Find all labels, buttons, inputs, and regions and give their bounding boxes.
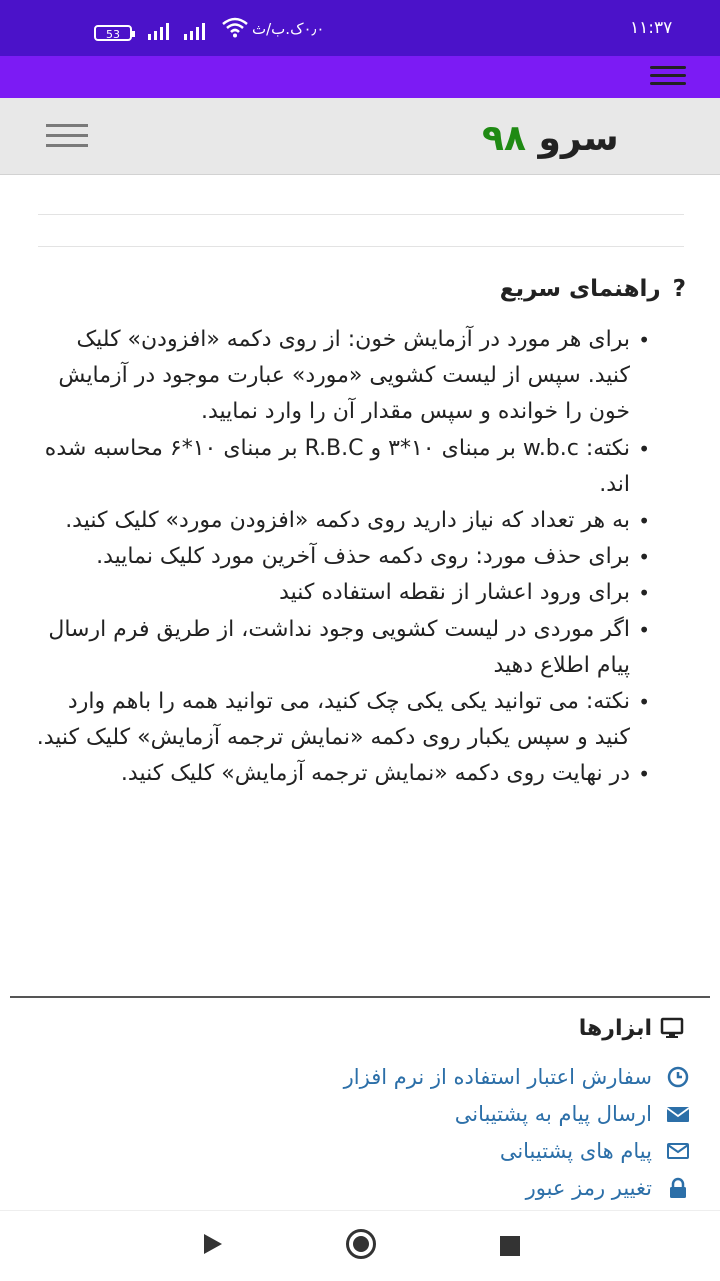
- list-item: • برای حذف مورد: روی دکمه حذف آخرین مورد کلیک نمایید.: [30, 539, 630, 575]
- tools-title: [480, 1010, 684, 1046]
- tool-link-label: ارسال پیام به پشتیبانی: [454, 1101, 652, 1126]
- battery-indicator: 53: [94, 25, 132, 41]
- tool-link-label: سفارش اعتبار استفاده از نرم افزار: [343, 1064, 652, 1089]
- list-item: • برای هر مورد در آزمایش خون: از روی دکمه «افزودن» کلیک کنید. سپس از لیست کشویی «مورد» عبارت موجود در آزمایش خون را خوانده و سپس مقدار آن را وارد نمایید.: [30, 322, 630, 431]
- nav-home-icon[interactable]: [346, 1229, 376, 1259]
- envelope-filled-icon: [666, 1102, 690, 1126]
- nav-recents-icon[interactable]: [500, 1236, 520, 1256]
- quick-guide-title: [380, 276, 686, 316]
- network-speed: ۰٫۰ک.ب/ث: [252, 20, 325, 38]
- question-icon: ?: [672, 276, 686, 302]
- list-item: • به هر تعداد که نیاز دارید روی دکمه «افزودن مورد» کلیک کنید.: [30, 503, 630, 539]
- clock-icon: [666, 1065, 690, 1089]
- envelope-outline-icon: [666, 1139, 690, 1163]
- quick-guide-title-text: راهنمای سریع: [499, 276, 661, 302]
- lock-icon: [666, 1176, 690, 1200]
- tools-list: [200, 1058, 690, 1206]
- list-item: • اگر موردی در لیست کشویی وجود نداشت، از طریق فرم ارسال پیام اطلاع دهید: [30, 612, 630, 684]
- app-menu-icon[interactable]: [650, 66, 686, 88]
- tools-title-text: ابزارها: [578, 1015, 652, 1041]
- site-menu-toggle-icon[interactable]: [46, 124, 88, 150]
- status-time: ۱۱:۳۷: [630, 18, 673, 38]
- signal-icon-2: [182, 22, 210, 40]
- tool-link-send-message[interactable]: [200, 1095, 690, 1132]
- quick-guide-list: [30, 322, 656, 793]
- list-item: • نکته: w.b.c بر مبنای ۱۰*۳ و R.B.C بر مبنای ۱۰*۶ محاسبه شده اند.: [30, 431, 630, 503]
- divider-top-2: [38, 246, 684, 247]
- list-item: • برای ورود اعشار از نقطه استفاده کنید: [30, 575, 630, 611]
- section-divider: [10, 996, 710, 998]
- list-item: • در نهایت روی دکمه «نمایش ترجمه آزمایش» کلیک کنید.: [30, 756, 630, 792]
- monitor-icon: [660, 1016, 684, 1040]
- signal-icon: [146, 22, 174, 40]
- divider-top: [38, 214, 684, 215]
- tool-link-support-messages[interactable]: [200, 1132, 690, 1169]
- tool-link-label: تغییر رمز عبور: [525, 1175, 652, 1200]
- tool-link-order-credit[interactable]: [200, 1058, 690, 1095]
- wifi-icon: [222, 16, 248, 38]
- nav-back-icon[interactable]: [204, 1234, 222, 1254]
- logo-number: ۹۸: [482, 118, 526, 159]
- tool-link-change-password[interactable]: [200, 1169, 690, 1206]
- site-logo[interactable]: [482, 118, 619, 159]
- logo-word: سرو: [538, 118, 619, 159]
- app-bar: [0, 56, 720, 98]
- tool-link-label: پیام های پشتیبانی: [499, 1138, 652, 1163]
- status-bar: [0, 0, 720, 56]
- list-item: • نکته: می توانید یکی یکی چک کنید، می توانید همه را باهم وارد کنید و سپس یکبار روی دکمه «نمایش ترجمه آزمایش» کلیک کنید.: [30, 684, 630, 756]
